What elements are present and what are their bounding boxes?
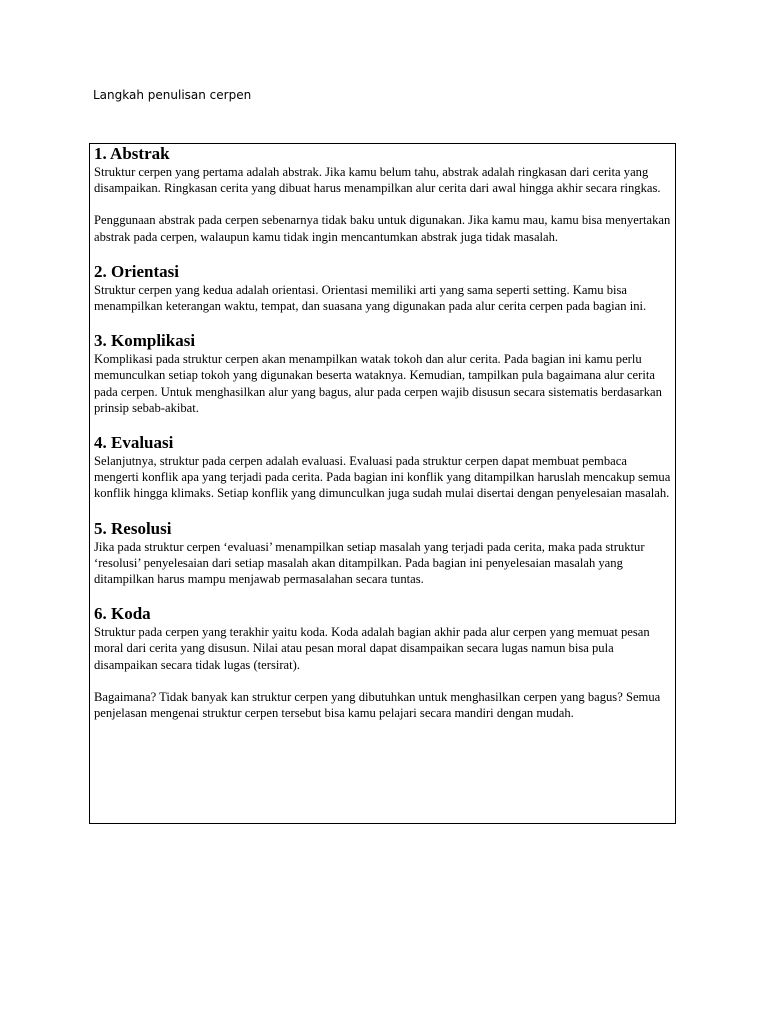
section-orientasi xyxy=(94,262,671,314)
page-title: Langkah penulisan cerpen xyxy=(93,88,252,102)
paragraph: Struktur cerpen yang kedua adalah orientasi. Orientasi memiliki arti yang sama seperti setting. Kamu bisa menampilkan keterangan waktu, tempat, dan suasana yang digunakan pada alur cerita cerpen pada bagian ini. xyxy=(94,282,647,314)
paragraph: Penggunaan abstrak pada cerpen sebenarnya tidak baku untuk digunakan. Jika kamu mau, kamu bisa menyertakan abstrak pada cerpen, walaupun kamu tidak ingin mencantumkan abstrak juga tidak masalah. xyxy=(94,213,671,244)
section-title: 5. Resolusi xyxy=(94,518,172,538)
paragraph: Selanjutnya, struktur pada cerpen adalah evaluasi. Evaluasi pada struktur cerpen dapat membuat pembaca mengerti konflik apa yang terjadi pada cerita. Pada bagian ini konflik yang ditampilkan haruslah mencakup semua konflik hingga klimaks. Setiap konflik yang dimunculkan juga sudah mulai disertai dengan penyelesaian masalah. xyxy=(94,454,671,501)
section-title: 1. Abstrak xyxy=(94,144,170,163)
section-koda xyxy=(94,604,671,721)
section-evaluasi xyxy=(94,433,671,502)
section-title: 2. Orientasi xyxy=(94,261,179,281)
section-abstrak xyxy=(94,144,671,245)
section-title: 3. Komplikasi xyxy=(94,331,196,351)
paragraph: Bagaimana? Tidak banyak kan struktur cerpen yang dibutuhkan untuk menghasilkan cerpen yang bagus? Semua penjelasan mengenai struktur cerpen tersebut bisa kamu pelajari secara mandiri dengan mudah. xyxy=(94,689,661,721)
paragraph: Struktur pada cerpen yang terakhir yaitu koda. Koda adalah bagian akhir pada alur cerpen yang memuat pesan moral dari cerita yang disusun. Nilai atau pesan moral dapat disampaikan secara lugas namun bisa pula disampaikan secara tidak lugas (tersirat). xyxy=(94,625,650,672)
section-title: 6. Koda xyxy=(94,604,151,624)
paragraph: Jika pada struktur cerpen ‘evaluasi’ menampilkan setiap masalah yang terjadi pada cerita, maka pada struktur ‘resolusi’ penyelesaian dari setiap masalah akan ditampilkan. Pada bagian ini penyelesaian masalah yang ditampilkan harus mampu menjawab permasalahan secara tuntas. xyxy=(94,539,645,587)
content-box xyxy=(89,143,676,824)
paragraph: Struktur cerpen yang pertama adalah abstrak. Jika kamu belum tahu, abstrak adalah ringkasan dari cerita yang disampaikan. Ringkasan cerita yang dibuat harus menampilkan alur cerita dari awal hingga akhir secara ringkas. xyxy=(94,165,661,196)
section-komplikasi xyxy=(94,331,671,416)
section-title: 4. Evaluasi xyxy=(94,433,174,453)
section-resolusi xyxy=(94,519,671,588)
paragraph: Komplikasi pada struktur cerpen akan menampilkan watak tokoh dan alur cerita. Pada bagian ini kamu perlu memunculkan setiap tokoh yang digunakan beserta wataknya. Kemudian, tampilkan pula bagaimana alur cerita pada cerpen. Untuk menghasilkan alur yang bagus, alur pada cerpen wajib disusun secara sistematis berdasarkan prinsip sebab-akibat. xyxy=(94,352,662,415)
